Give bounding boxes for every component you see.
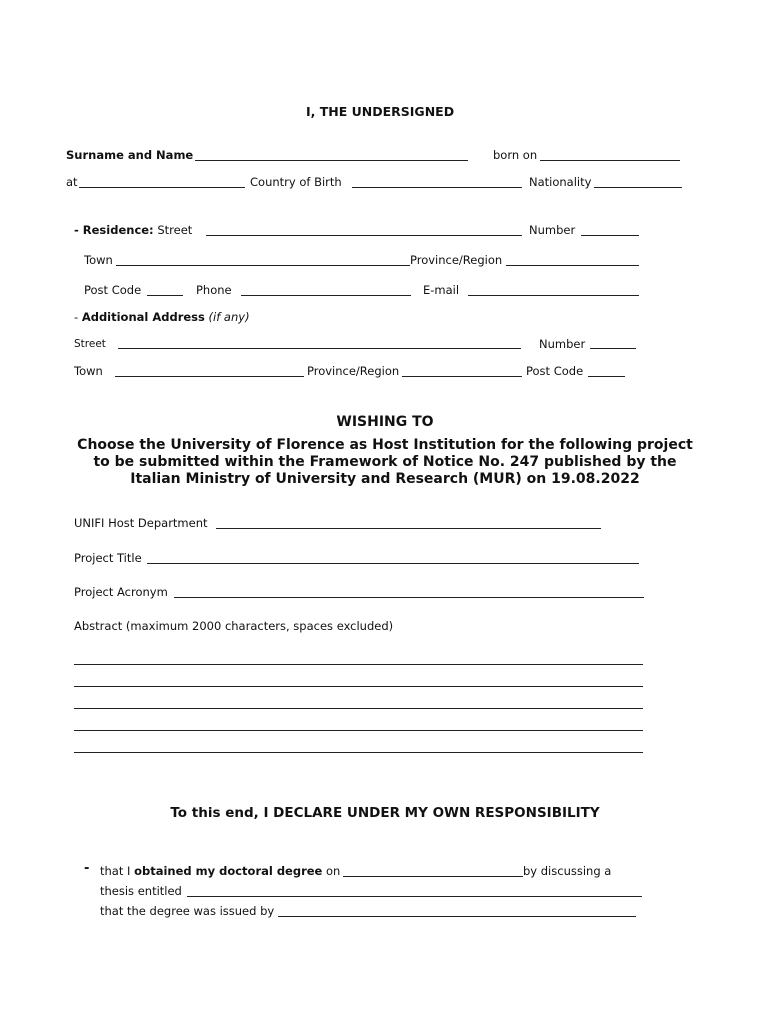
project-title-label: Project Title — [74, 551, 142, 565]
residence-phone-label: Phone — [196, 283, 232, 297]
degree-date-field[interactable] — [343, 876, 523, 877]
abstract-line[interactable] — [74, 664, 643, 665]
abstract-label: Abstract (maximum 2000 characters, spaces excluded) — [74, 619, 394, 633]
born-on-label: born on — [493, 148, 538, 162]
residence-email-label: E-mail — [423, 283, 460, 297]
at-label: at — [66, 175, 78, 189]
abstract-line[interactable] — [74, 708, 643, 709]
residence-number-field[interactable] — [581, 235, 639, 236]
thesis-label: thesis entitled — [100, 884, 182, 898]
residence-town-field[interactable] — [116, 265, 410, 266]
additional-number-label: Number — [539, 337, 586, 351]
country-field[interactable] — [352, 187, 522, 188]
abstract-line[interactable] — [74, 752, 643, 753]
residence-province-field[interactable] — [506, 265, 639, 266]
abstract-line[interactable] — [74, 686, 643, 687]
residence-number-label: Number — [529, 223, 576, 237]
nationality-label: Nationality — [529, 175, 592, 189]
issued-by-field[interactable] — [278, 916, 636, 917]
born-on-field[interactable] — [540, 160, 680, 161]
additional-street-field[interactable] — [118, 348, 521, 349]
additional-number-field[interactable] — [590, 348, 636, 349]
bullet-dash: - — [84, 861, 90, 876]
residence-email-field[interactable] — [468, 295, 639, 296]
residence-town-label: Town — [84, 253, 113, 267]
surname-label: Surname and Name — [66, 148, 194, 162]
nationality-field[interactable] — [594, 187, 682, 188]
residence-heading: - Residence: Street — [74, 223, 193, 237]
project-acronym-label: Project Acronym — [74, 585, 168, 599]
wishing-line-3: Italian Ministry of University and Research (MUR) on 19.08.2022 — [130, 471, 640, 487]
wishing-heading: WISHING TO — [336, 414, 434, 430]
country-label: Country of Birth — [250, 175, 342, 189]
additional-address-heading: - Additional Address (if any) — [74, 310, 250, 324]
residence-province-label: Province/Region — [410, 253, 503, 267]
residence-phone-field[interactable] — [241, 295, 411, 296]
declare-heading: To this end, I DECLARE UNDER MY OWN RESPONSIBILITY — [170, 805, 600, 821]
additional-postcode-field[interactable] — [588, 376, 625, 377]
birthplace-field[interactable] — [79, 187, 245, 188]
additional-town-label: Town — [74, 364, 103, 378]
residence-postcode-label: Post Code — [84, 283, 142, 297]
additional-province-label: Province/Region — [307, 364, 400, 378]
additional-town-field[interactable] — [115, 376, 304, 377]
project-acronym-field[interactable] — [174, 597, 644, 598]
issued-by-label: that the degree was issued by — [100, 904, 275, 918]
discussing-label: by discussing a — [523, 864, 612, 878]
additional-province-field[interactable] — [402, 376, 522, 377]
abstract-line[interactable] — [74, 730, 643, 731]
doctoral-degree-statement: that I obtained my doctoral degree on — [100, 864, 341, 878]
residence-street-field[interactable] — [206, 235, 522, 236]
wishing-line-1: Choose the University of Florence as Host Institution for the following project — [77, 437, 693, 453]
department-field[interactable] — [216, 528, 601, 529]
wishing-line-2: to be submitted within the Framework of Notice No. 247 published by the — [93, 454, 677, 470]
residence-postcode-field[interactable] — [147, 295, 183, 296]
additional-street-label: Street — [74, 338, 106, 350]
department-label: UNIFI Host Department — [74, 516, 208, 530]
project-title-field[interactable] — [147, 563, 639, 564]
additional-postcode-label: Post Code — [526, 364, 584, 378]
thesis-title-field[interactable] — [187, 896, 642, 897]
surname-field[interactable] — [195, 160, 468, 161]
page-title: I, THE UNDERSIGNED — [306, 104, 455, 119]
